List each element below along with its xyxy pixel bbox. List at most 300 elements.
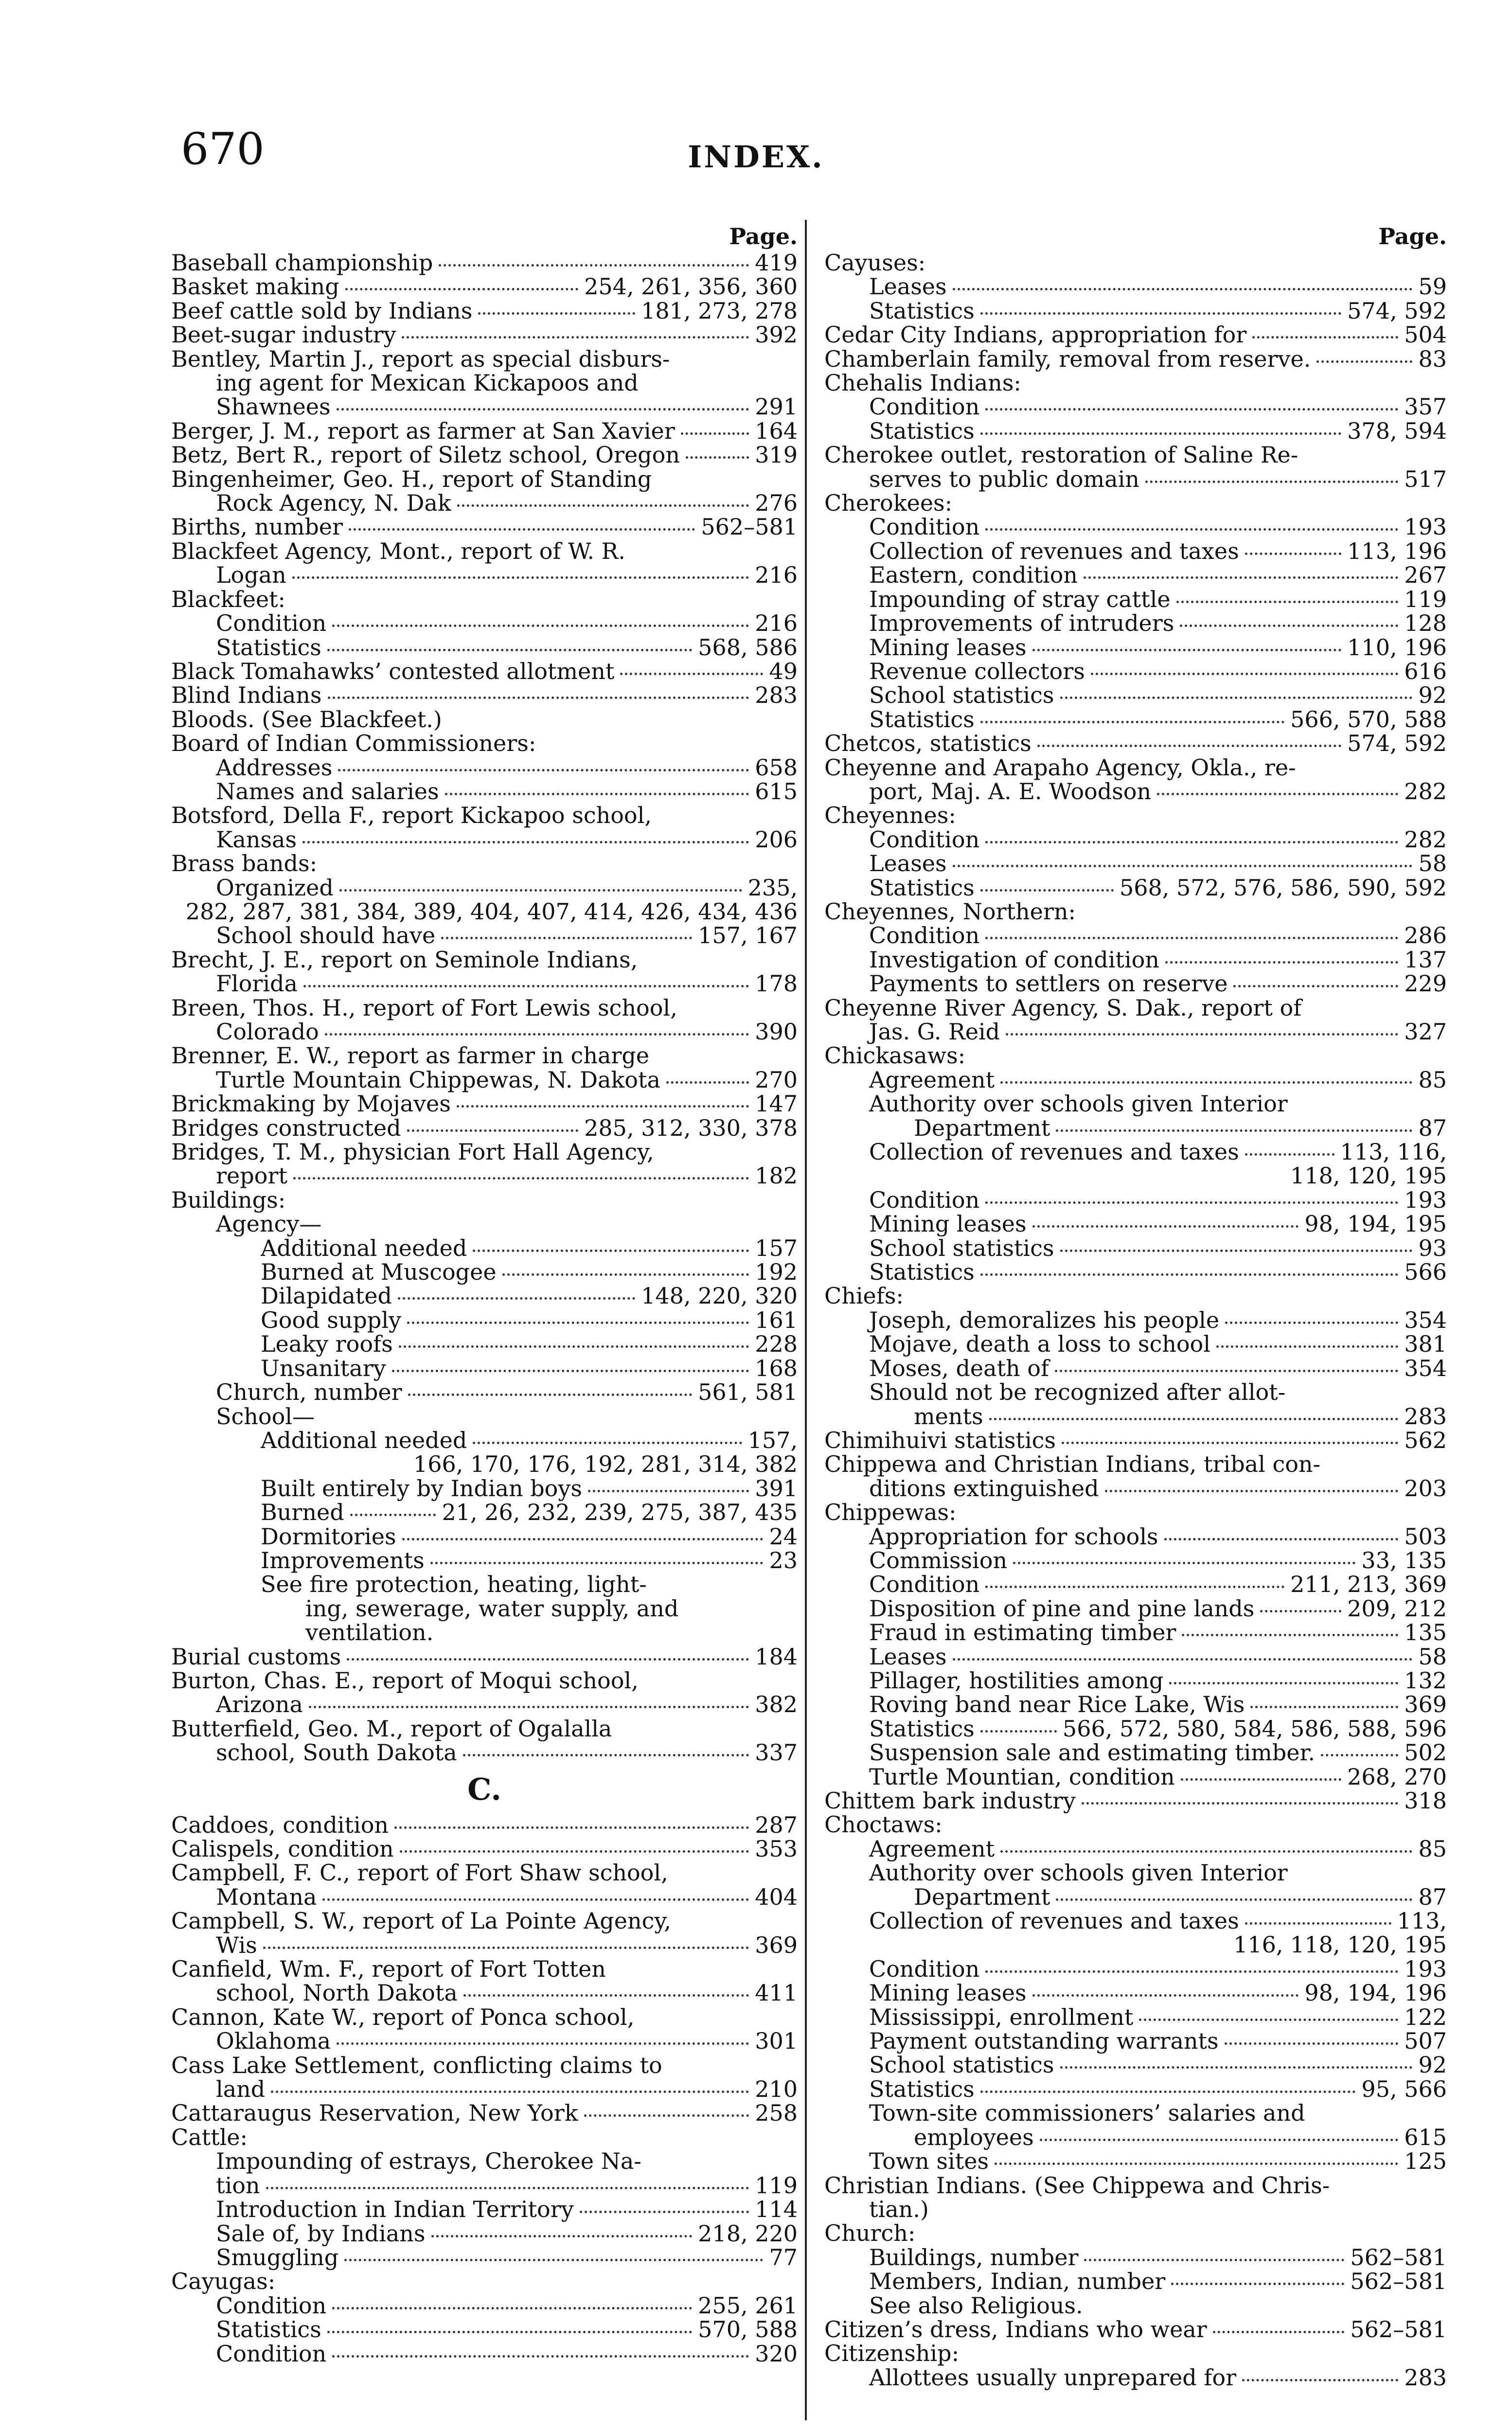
index-entry bbox=[824, 924, 1447, 948]
page-number: 670 bbox=[181, 124, 265, 175]
entry-page-refs: 58 bbox=[1418, 1643, 1447, 1670]
dot-leader bbox=[1181, 1778, 1342, 1781]
dot-leader bbox=[985, 1586, 1284, 1588]
dot-leader bbox=[328, 697, 749, 699]
entry-page-refs: 354 bbox=[1404, 1306, 1447, 1333]
entry-term: Impounding of stray cattle bbox=[869, 586, 1171, 612]
dot-leader bbox=[985, 1201, 1398, 1204]
entry-term: Colorado bbox=[216, 1019, 319, 1045]
entry-term: Chickasaws: bbox=[824, 1042, 966, 1069]
index-entry bbox=[171, 563, 798, 587]
index-entry-continued-pages: 166, 170, 176, 192, 281, 314, 382 bbox=[413, 1451, 798, 1478]
index-entry bbox=[824, 1765, 1447, 1789]
dot-leader bbox=[1084, 2259, 1344, 2261]
entry-term: See fire protection, heating, light- bbox=[261, 1571, 647, 1598]
index-entry bbox=[171, 1260, 798, 1284]
entry-term: Brenner, E. W., report as farmer in charge bbox=[171, 1042, 650, 1069]
dot-leader bbox=[989, 1418, 1399, 1420]
entry-page-refs: 283 bbox=[1404, 1403, 1447, 1430]
index-entry bbox=[824, 251, 1447, 275]
dot-leader bbox=[439, 264, 749, 267]
entry-term: Names and salaries bbox=[216, 778, 439, 805]
index-entry bbox=[824, 1573, 1447, 1596]
index-entry bbox=[171, 732, 798, 755]
dot-leader bbox=[584, 2114, 749, 2117]
entry-term: Leases bbox=[869, 1643, 947, 1670]
entry-term: school, South Dakota bbox=[216, 1739, 457, 1766]
entry-term: Basket making bbox=[171, 273, 339, 300]
dot-leader bbox=[1040, 2139, 1398, 2141]
dot-leader bbox=[1252, 336, 1398, 339]
dot-leader bbox=[1171, 2283, 1344, 2285]
index-entry bbox=[171, 1357, 798, 1380]
entry-term: Botsford, Della F., report Kickapoo school, bbox=[171, 802, 652, 829]
dot-leader bbox=[327, 649, 692, 651]
entry-term: land bbox=[216, 2076, 266, 2103]
index-entry bbox=[824, 2342, 1447, 2365]
dot-leader bbox=[473, 1442, 742, 1444]
index-entry bbox=[171, 1957, 798, 1981]
dot-leader bbox=[1213, 2331, 1345, 2333]
entry-term: Authority over schools given Interior bbox=[869, 1860, 1288, 1886]
index-entry bbox=[171, 2005, 798, 2029]
index-entry bbox=[171, 1933, 798, 1957]
entry-page-refs: 132 bbox=[1404, 1667, 1447, 1694]
index-entry bbox=[171, 1645, 798, 1669]
entry-page-refs: 337 bbox=[755, 1739, 798, 1766]
entry-term: Suspension sale and estimating timber. bbox=[869, 1739, 1316, 1766]
entry-page-refs: 507 bbox=[1404, 2028, 1447, 2055]
entry-page-refs: 193 bbox=[1404, 514, 1447, 540]
entry-page-refs: 411 bbox=[755, 1980, 798, 2006]
entry-page-refs: 113, 116, bbox=[1340, 1139, 1447, 1165]
entry-term: serves to public domain bbox=[869, 465, 1139, 492]
entry-term: Church, number bbox=[216, 1379, 402, 1406]
entry-page-refs: 135 bbox=[1404, 1619, 1447, 1646]
index-entry bbox=[171, 1501, 798, 1524]
dot-leader bbox=[266, 2187, 749, 2189]
dot-leader bbox=[1182, 1634, 1398, 1636]
section-letter-heading: C. bbox=[467, 1771, 501, 1807]
index-entry bbox=[824, 2198, 1447, 2221]
entry-page-refs: 283 bbox=[755, 682, 798, 709]
entry-page-refs: 98, 194, 196 bbox=[1304, 1980, 1447, 2006]
index-entry bbox=[171, 1092, 798, 1116]
entry-page-refs: 206 bbox=[755, 826, 798, 853]
dot-leader bbox=[463, 1754, 749, 1756]
index-entry bbox=[824, 2101, 1447, 2125]
entry-page-refs: 216 bbox=[755, 562, 798, 589]
index-entry bbox=[824, 900, 1447, 924]
entry-page-refs: 157, 167 bbox=[698, 922, 798, 949]
index-entry bbox=[824, 756, 1447, 780]
entry-page-refs: 228 bbox=[755, 1331, 798, 1358]
dot-leader bbox=[430, 1562, 764, 1564]
entry-page-refs: 148, 220, 320 bbox=[641, 1283, 798, 1309]
dot-leader bbox=[1164, 1538, 1399, 1540]
entry-page-refs: 574, 592 bbox=[1347, 730, 1447, 757]
dot-leader bbox=[953, 1658, 1413, 1661]
index-entry bbox=[824, 275, 1447, 299]
index-entry bbox=[824, 1452, 1447, 1476]
entry-term: Allottees usually unprepared for bbox=[869, 2364, 1237, 2391]
entry-term: Condition bbox=[869, 514, 980, 540]
entry-page-refs: 287 bbox=[755, 1811, 798, 1838]
entry-page-refs: 192 bbox=[755, 1259, 798, 1286]
entry-term: Chehalis Indians: bbox=[824, 370, 1021, 396]
index-entry bbox=[171, 2174, 798, 2198]
index-entry bbox=[824, 347, 1447, 371]
entry-term: Arizona bbox=[216, 1691, 303, 1718]
entry-term: Smuggling bbox=[216, 2244, 339, 2271]
entry-term: Mississippi, enrollment bbox=[869, 2003, 1134, 2030]
dot-leader bbox=[980, 2091, 1356, 2093]
entry-term: Beet-sugar industry bbox=[171, 322, 396, 348]
dot-leader bbox=[985, 528, 1398, 531]
index-entry bbox=[171, 323, 798, 347]
column-divider bbox=[805, 220, 807, 2420]
index-entry bbox=[171, 1837, 798, 1861]
entry-term: Pillager, hostilities among bbox=[869, 1667, 1164, 1694]
index-entry bbox=[824, 1044, 1447, 1068]
index-entry bbox=[824, 804, 1447, 827]
entry-term: Department bbox=[914, 1883, 1050, 1910]
entry-page-refs: 562 bbox=[1404, 1427, 1447, 1453]
entry-term: Buildings, number bbox=[869, 2244, 1079, 2271]
entry-term: ments bbox=[914, 1403, 983, 1430]
entry-term: Logan bbox=[216, 562, 286, 589]
dot-leader bbox=[392, 1370, 749, 1372]
index-entry bbox=[171, 299, 798, 323]
entry-term: Statistics bbox=[869, 2075, 975, 2102]
entry-term: School statistics bbox=[869, 2052, 1054, 2078]
index-entry bbox=[171, 1525, 798, 1549]
index-entry bbox=[171, 1044, 798, 1068]
entry-term: Organized bbox=[216, 874, 334, 901]
entry-page-refs: 119 bbox=[1404, 586, 1447, 612]
entry-term: ditions extinguished bbox=[869, 1475, 1099, 1502]
entry-term: Cheyennes, Northern: bbox=[824, 898, 1076, 925]
dot-leader bbox=[686, 456, 749, 459]
entry-term: Rock Agency, N. Dak bbox=[216, 490, 451, 517]
index-entry bbox=[171, 1861, 798, 1885]
index-entry bbox=[171, 1573, 798, 1596]
entry-page-refs: 504 bbox=[1404, 322, 1447, 348]
entry-page-refs: 164 bbox=[755, 417, 798, 444]
dot-leader bbox=[1233, 985, 1398, 987]
dot-leader bbox=[347, 1658, 749, 1661]
index-entries bbox=[171, 251, 798, 2366]
dot-leader bbox=[1056, 1898, 1412, 1901]
dot-leader bbox=[1245, 1922, 1391, 1925]
entry-page-refs: 319 bbox=[755, 442, 798, 468]
entry-page-refs: 229 bbox=[1404, 970, 1447, 997]
entry-term: Births, number bbox=[171, 514, 343, 540]
entry-page-refs: 83 bbox=[1418, 345, 1447, 372]
index-entry bbox=[171, 2198, 798, 2221]
entry-term: Impounding of estrays, Cherokee Na- bbox=[216, 2148, 641, 2175]
entry-page-refs: 255, 261 bbox=[698, 2292, 798, 2319]
entry-term: Payments to settlers on reserve bbox=[869, 970, 1228, 997]
entry-term: Chimihuivi statistics bbox=[824, 1427, 1056, 1453]
entry-term: Appropriation for schools bbox=[869, 1523, 1158, 1550]
index-entry bbox=[171, 1068, 798, 1092]
index-entry bbox=[171, 1621, 798, 1645]
index-entry bbox=[824, 515, 1447, 539]
index-entry bbox=[824, 1669, 1447, 1693]
entry-page-refs: 286 bbox=[1404, 922, 1447, 949]
dot-leader bbox=[1055, 1370, 1398, 1372]
dot-leader bbox=[1245, 1153, 1334, 1156]
entry-term: Condition bbox=[869, 922, 980, 949]
index-entry bbox=[171, 1188, 798, 1212]
index-entry bbox=[824, 1501, 1447, 1524]
dot-leader bbox=[344, 2259, 763, 2261]
dot-leader bbox=[985, 841, 1398, 843]
entry-page-refs: 320 bbox=[755, 2340, 798, 2367]
entry-page-refs: 381 bbox=[1404, 1331, 1447, 1358]
entry-page-refs: 301 bbox=[755, 2028, 798, 2055]
index-entry bbox=[824, 1885, 1447, 1909]
entry-term: Chippewas: bbox=[824, 1499, 957, 1526]
index-entry bbox=[171, 539, 798, 563]
dot-leader bbox=[394, 1826, 749, 1829]
entry-page-refs: 566 bbox=[1404, 1259, 1447, 1286]
index-entry bbox=[824, 780, 1447, 804]
dot-leader bbox=[332, 2355, 749, 2358]
entry-page-refs: 87 bbox=[1418, 1114, 1447, 1141]
dot-leader bbox=[1145, 481, 1398, 483]
entry-term: Bloods. (See Blackfeet.) bbox=[171, 706, 442, 733]
index-entries bbox=[824, 251, 1447, 2390]
index-entry bbox=[824, 2366, 1447, 2390]
dot-leader bbox=[980, 312, 1341, 315]
entry-page-refs: 209, 212 bbox=[1347, 1595, 1447, 1622]
entry-page-refs: 95, 566 bbox=[1361, 2075, 1447, 2102]
entry-page-refs: 562–581 bbox=[701, 514, 798, 540]
dot-leader bbox=[953, 865, 1413, 867]
entry-page-refs: 369 bbox=[1404, 1691, 1447, 1718]
index-entry bbox=[824, 611, 1447, 635]
dot-leader bbox=[1060, 2066, 1413, 2069]
dot-leader bbox=[1169, 1682, 1398, 1684]
index-entry bbox=[171, 491, 798, 515]
entry-term: Bridges, T. M., physician Fort Hall Agency, bbox=[171, 1139, 654, 1165]
entry-page-refs: 184 bbox=[755, 1643, 798, 1670]
index-entry bbox=[171, 660, 798, 683]
entry-term: Caddoes, condition bbox=[171, 1811, 389, 1838]
index-entry bbox=[824, 2174, 1447, 2198]
index-entry bbox=[824, 1717, 1447, 1741]
dot-leader bbox=[402, 336, 749, 339]
entry-term: Blind Indians bbox=[171, 682, 322, 709]
entry-term: Statistics bbox=[869, 417, 975, 444]
entry-term: Campbell, F. C., report of Fort Shaw school, bbox=[171, 1860, 668, 1886]
entry-term: report bbox=[216, 1162, 287, 1189]
dot-leader bbox=[399, 1345, 749, 1348]
entry-term: Commission bbox=[869, 1547, 1008, 1574]
entry-page-refs: 502 bbox=[1404, 1739, 1447, 1766]
entry-page-refs: 125 bbox=[1404, 2148, 1447, 2175]
entry-term: Introduction in Indian Territory bbox=[216, 2196, 574, 2223]
index-entry bbox=[171, 467, 798, 491]
entry-term: Addresses bbox=[216, 754, 333, 781]
dot-leader bbox=[1006, 1033, 1398, 1036]
entry-term: Unsanitary bbox=[261, 1355, 386, 1381]
entry-term: Church: bbox=[824, 2220, 916, 2247]
index-entry bbox=[824, 1525, 1447, 1549]
entry-page-refs: 354 bbox=[1404, 1355, 1447, 1381]
entry-page-refs: 369 bbox=[755, 1931, 798, 1958]
index-entry bbox=[824, 1405, 1447, 1429]
entry-page-refs: 282 bbox=[1404, 778, 1447, 805]
dot-leader bbox=[995, 2163, 1398, 2165]
dot-leader bbox=[666, 1081, 749, 1084]
index-entry bbox=[824, 732, 1447, 755]
dot-leader bbox=[345, 288, 578, 290]
entry-term: Additional needed bbox=[261, 1234, 467, 1261]
entry-page-refs: 235, bbox=[747, 874, 798, 901]
index-entry bbox=[171, 924, 798, 948]
entry-term: Jas. G. Reid bbox=[869, 1019, 1000, 1045]
entry-term: Agency— bbox=[216, 1211, 322, 1237]
entry-term: Chamberlain family, removal from reserve. bbox=[824, 345, 1311, 372]
entry-term: Condition bbox=[869, 393, 980, 420]
dot-leader bbox=[1105, 1490, 1399, 1492]
entry-term: Moses, death of bbox=[869, 1355, 1050, 1381]
dot-leader bbox=[1032, 1225, 1299, 1228]
entry-term: Cayuses: bbox=[824, 250, 926, 276]
index-entry bbox=[824, 636, 1447, 660]
entry-term: Payment outstanding warrants bbox=[869, 2028, 1219, 2055]
entry-term: Berger, J. M., report as farmer at San Xavier bbox=[171, 417, 675, 444]
index-entry bbox=[171, 2342, 798, 2366]
index-entry bbox=[824, 1789, 1447, 1813]
entry-term: Montana bbox=[216, 1883, 317, 1910]
dot-leader bbox=[1225, 1322, 1398, 1324]
dot-leader bbox=[1082, 1802, 1398, 1805]
index-entry bbox=[171, 371, 798, 395]
entry-page-refs: 92 bbox=[1418, 682, 1447, 709]
entry-term: School statistics bbox=[869, 1234, 1054, 1261]
entry-page-refs: 404 bbox=[755, 1883, 798, 1910]
index-entry bbox=[824, 467, 1447, 491]
index-entry bbox=[824, 1909, 1447, 1933]
entry-page-refs: 392 bbox=[755, 322, 798, 348]
page-column-label: Page. bbox=[1378, 223, 1447, 250]
index-entry bbox=[171, 1885, 798, 1909]
index-entry bbox=[824, 1621, 1447, 1645]
dot-leader bbox=[337, 2042, 749, 2045]
index-entry bbox=[171, 972, 798, 996]
entry-term: Condition bbox=[216, 610, 327, 637]
entry-page-refs: 23 bbox=[769, 1547, 798, 1574]
entry-page-refs: 119 bbox=[755, 2172, 798, 2199]
dot-leader bbox=[1060, 697, 1413, 699]
entry-term: Statistics bbox=[216, 634, 321, 661]
dot-leader bbox=[1062, 1442, 1398, 1444]
entry-term: Oklahoma bbox=[216, 2028, 331, 2055]
entry-page-refs: 216 bbox=[755, 610, 798, 637]
dot-leader bbox=[407, 1322, 749, 1324]
entry-term: port, Maj. A. E. Woodson bbox=[869, 778, 1152, 805]
index-entry bbox=[171, 1813, 798, 1837]
entry-term: Bentley, Martin J., report as special disburs- bbox=[171, 345, 670, 372]
entry-term: Bingenheimer, Geo. H., report of Standing bbox=[171, 465, 652, 492]
dot-leader bbox=[332, 2307, 692, 2309]
entry-term: employees bbox=[914, 2124, 1034, 2150]
entry-term: Cherokee outlet, restoration of Saline Re- bbox=[824, 442, 1299, 468]
entry-page-refs: 137 bbox=[1404, 946, 1447, 973]
index-entry bbox=[824, 323, 1447, 347]
entry-term: Burton, Chas. E., report of Moqui school, bbox=[171, 1667, 639, 1694]
entry-page-refs: 113, 196 bbox=[1347, 537, 1447, 564]
dot-leader bbox=[1260, 1610, 1341, 1612]
entry-page-refs: 574, 592 bbox=[1347, 297, 1447, 324]
entry-page-refs: 113, bbox=[1397, 1908, 1447, 1934]
entry-term: Blackfeet Agency, Mont., report of W. R. bbox=[171, 537, 625, 564]
index-entry bbox=[824, 2005, 1447, 2029]
dot-leader bbox=[457, 504, 749, 507]
dot-leader bbox=[339, 889, 742, 892]
index-entry bbox=[824, 1813, 1447, 1837]
index-entry bbox=[171, 2029, 798, 2053]
entry-page-refs: 390 bbox=[755, 1019, 798, 1045]
entry-term: Cedar City Indians, appropriation for bbox=[824, 322, 1247, 348]
index-entry bbox=[171, 419, 798, 443]
index-entry bbox=[824, 371, 1447, 395]
entry-term: tian.) bbox=[869, 2196, 929, 2222]
index-entry bbox=[171, 1477, 798, 1501]
index-entry bbox=[824, 1260, 1447, 1284]
index-entry bbox=[171, 1164, 798, 1188]
dot-leader bbox=[398, 1297, 635, 1300]
entry-term: Roving band near Rice Lake, Wis bbox=[869, 1691, 1245, 1718]
dot-leader bbox=[441, 937, 692, 939]
index-entry bbox=[171, 347, 798, 371]
entry-term: Chetcos, statistics bbox=[824, 730, 1032, 757]
dot-leader bbox=[1139, 2019, 1398, 2021]
dot-leader bbox=[1245, 553, 1341, 555]
index-entry bbox=[171, 636, 798, 660]
entry-term: Chippewa and Christian Indians, tribal con- bbox=[824, 1451, 1321, 1478]
entry-term: Dilapidated bbox=[261, 1283, 392, 1309]
index-column-right bbox=[824, 222, 1447, 2390]
dot-leader bbox=[985, 1970, 1398, 1973]
index-entry bbox=[824, 1429, 1447, 1452]
entry-page-refs: 327 bbox=[1404, 1019, 1447, 1045]
entry-term: Statistics bbox=[869, 297, 975, 324]
entry-page-refs: 566, 572, 580, 584, 586, 588, 596 bbox=[1062, 1715, 1447, 1742]
dot-leader bbox=[263, 1947, 749, 1949]
entry-page-refs: 193 bbox=[1404, 1955, 1447, 1982]
entry-term: Additional needed bbox=[261, 1427, 467, 1453]
index-entry bbox=[824, 683, 1447, 707]
entry-term: Joseph, demoralizes his people bbox=[869, 1306, 1220, 1333]
dot-leader bbox=[349, 528, 695, 531]
index-entry bbox=[171, 708, 798, 732]
index-entry bbox=[824, 1092, 1447, 1116]
entry-term: School statistics bbox=[869, 682, 1054, 709]
index-entry bbox=[824, 2149, 1447, 2173]
entry-page-refs: 92 bbox=[1418, 2052, 1447, 2078]
entry-term: Burial customs bbox=[171, 1643, 341, 1670]
dot-leader bbox=[271, 2091, 749, 2093]
dot-leader bbox=[400, 1850, 749, 1853]
dot-leader bbox=[985, 408, 1398, 411]
dot-leader bbox=[431, 2235, 693, 2237]
dot-leader bbox=[1032, 1994, 1299, 1997]
